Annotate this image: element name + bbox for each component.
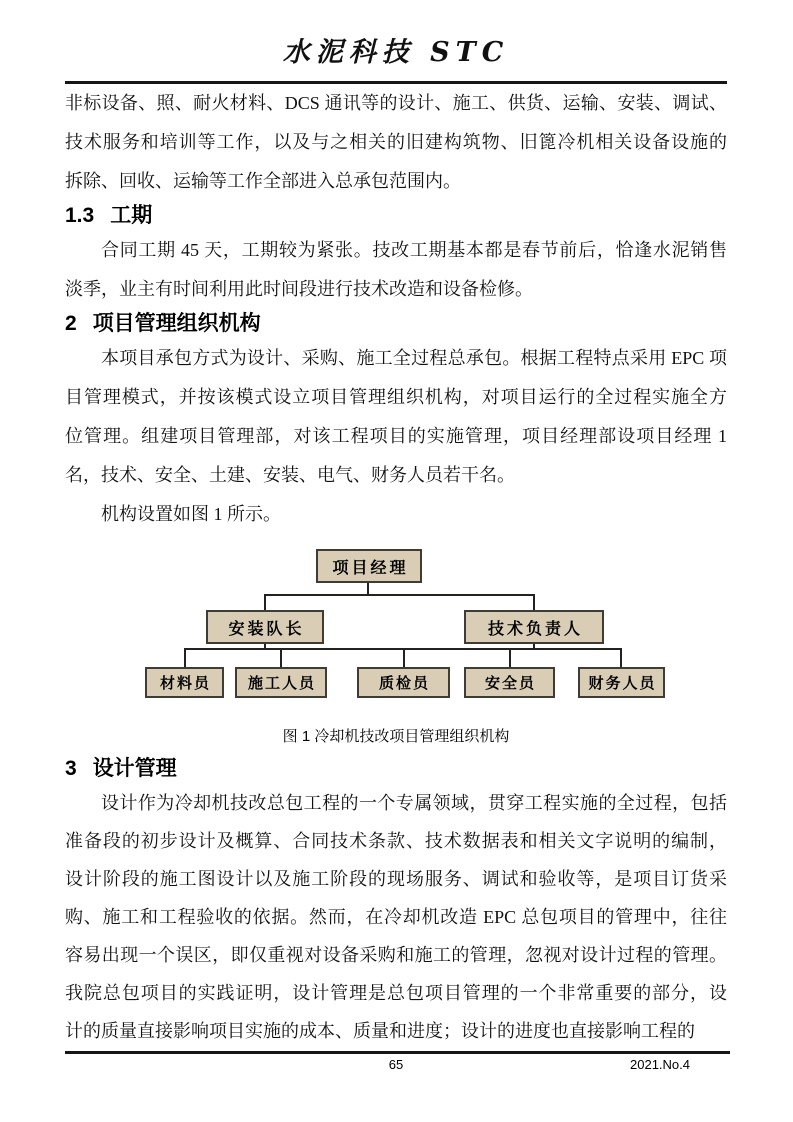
org-node-quality-inspector: 质检员 (357, 667, 450, 698)
org-node-construction-staff: 施工人员 (235, 667, 327, 698)
org-node-finance-staff: 财务人员 (578, 667, 665, 698)
heading-number: 3 (65, 757, 77, 780)
section-heading-3 (65, 754, 727, 784)
text-line: 技术服务和培训等工作，以及与之相关的旧建构筑物、旧篦冷机相关设备设施的 (65, 132, 727, 152)
org-chart (65, 547, 727, 700)
text-line: 计的质量直接影响项目实施的成本、质量和进度；设计的进度也直接影响工程的 (65, 1021, 695, 1041)
connector-line (403, 648, 405, 667)
heading-number: 2 (65, 312, 77, 335)
text-line: 设计阶段的施工图设计以及施工阶段的现场服务、调试和验收等，是项目订货采 (65, 869, 727, 889)
page-content (65, 0, 727, 1050)
text-line: 机构设置如图 1 所示。 (101, 504, 281, 524)
text-line: 准备段的初步设计及概算、合同技术条款、技术数据表和相关文字说明的编制， (65, 831, 727, 851)
issue-number: 2021.No.4 (630, 1057, 690, 1072)
org-node-installation-leader: 安装队长 (206, 610, 324, 644)
connector-line (264, 594, 266, 610)
org-node-material-clerk: 材料员 (145, 667, 224, 698)
paragraph-organization (65, 339, 727, 534)
heading-text: 设计管理 (92, 757, 177, 780)
heading-text: 工期 (110, 204, 153, 227)
text-line: 容易出现一个误区，即仅重视对设备采购和施工的管理，忽视对设计过程的管理。 (65, 945, 727, 965)
connector-line (184, 648, 186, 667)
text-line: 合同工期 45 天，工期较为紧张。技改工期基本都是春节前后，恰逢水泥销售 (101, 240, 727, 260)
journal-title: 水泥科技 STC (282, 37, 510, 68)
text-line: 设计作为冷却机技改总包工程的一个专属领域，贯穿工程实施的全过程，包括 (101, 793, 727, 813)
connector-line (509, 648, 511, 667)
org-node-project-manager: 项目经理 (316, 549, 422, 583)
heading-text: 项目管理组织机构 (92, 312, 261, 335)
text-line: 拆除、回收、运输等工作全部进入总承包范围内。 (65, 171, 461, 191)
figure-caption: 图 1 冷却机技改项目管理组织机构 (282, 728, 510, 745)
text-line: 非标设备、照、耐火材料、DCS 通讯等的设计、施工、供货、运输、安装、调试、 (65, 93, 727, 113)
text-line: 淡季，业主有时间利用此时间段进行技术改造和设备检修。 (65, 279, 533, 299)
page-number: 65 (388, 1057, 404, 1072)
heading-number: 1.3 (65, 204, 95, 227)
text-line: 名，技术、安全、土建、安装、电气、财务人员若干名。 (65, 465, 515, 485)
text-line: 购、施工和工程验收的依据。然而，在冷却机改造 EPC 总包项目的管理中，往往 (65, 907, 727, 927)
paragraph-design-management (65, 784, 727, 1050)
paragraph-schedule (65, 231, 727, 309)
connector-line (533, 594, 535, 610)
connector-line (620, 648, 622, 667)
section-heading-2 (65, 309, 727, 339)
connector-line (280, 648, 282, 667)
connector-line (264, 594, 535, 596)
text-line: 目管理模式，并按该模式设立项目管理组织机构，对项目运行的全过程实施全方 (65, 387, 727, 407)
section-heading-1-3 (65, 201, 727, 231)
org-node-safety-officer: 安全员 (464, 667, 555, 698)
text-line: 位管理。组建项目管理部，对该工程项目的实施管理，项目经理部设项目经理 1 (65, 426, 727, 446)
text-line: 我院总包项目的实践证明，设计管理是总包项目管理的一个非常重要的部分，设 (65, 983, 727, 1003)
footer-rule (65, 1051, 730, 1054)
page-footer (65, 1057, 727, 1077)
text-line: 本项目承包方式为设计、采购、施工全过程总承包。根据工程特点采用 EPC 项 (101, 348, 727, 368)
paragraph-intro (65, 84, 727, 201)
org-node-technical-director: 技术负责人 (464, 610, 604, 644)
